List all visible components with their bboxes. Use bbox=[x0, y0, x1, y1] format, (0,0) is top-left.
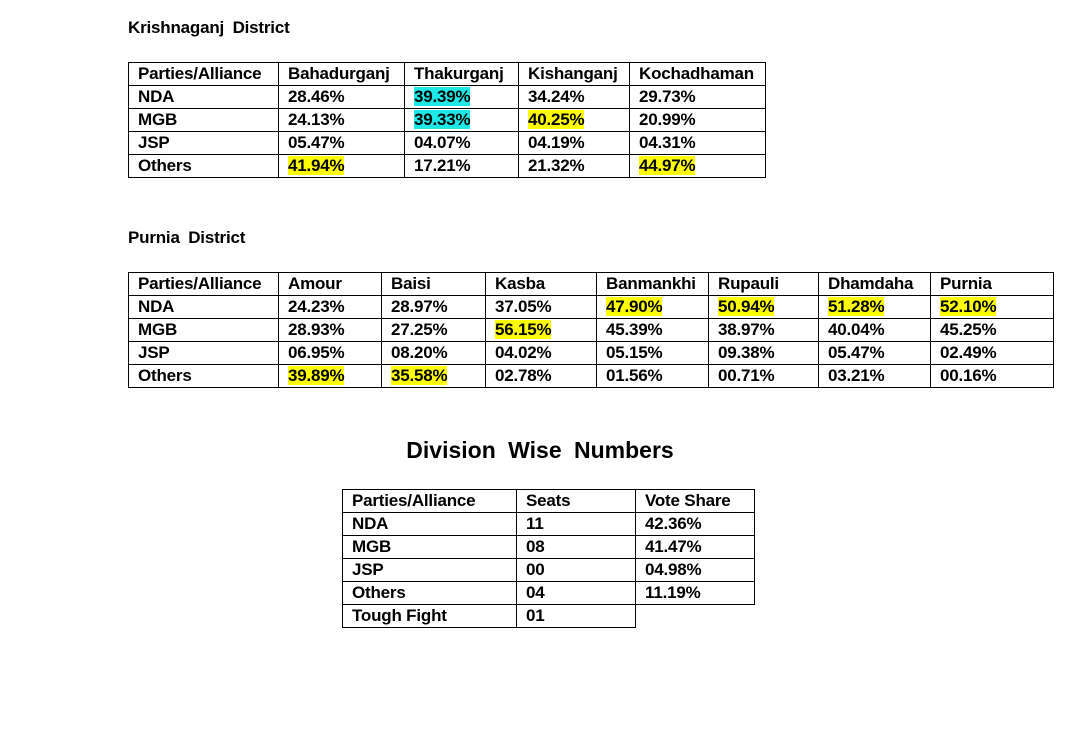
header-cell: Parties/Alliance bbox=[343, 490, 517, 513]
table-row bbox=[129, 319, 1054, 342]
value-cell: 20.99% bbox=[630, 109, 766, 132]
header-cell: Kochadhaman bbox=[630, 63, 766, 86]
highlighted-value: 39.33% bbox=[414, 110, 471, 129]
vote-share-cell: 42.36% bbox=[636, 513, 755, 536]
header-cell: Amour bbox=[279, 273, 382, 296]
highlighted-value: 52.10% bbox=[940, 297, 997, 316]
table-row bbox=[129, 296, 1054, 319]
value-cell: 40.04% bbox=[819, 319, 931, 342]
value-cell: 01.56% bbox=[597, 365, 709, 388]
table-header-row bbox=[129, 63, 766, 86]
value-cell: 34.24% bbox=[519, 86, 630, 109]
value-cell bbox=[486, 319, 597, 342]
value-cell: 24.23% bbox=[279, 296, 382, 319]
highlighted-value: 39.39% bbox=[414, 87, 471, 106]
table-row bbox=[129, 155, 766, 178]
party-cell: NDA bbox=[129, 296, 279, 319]
vote-share-cell: 11.19% bbox=[636, 582, 755, 605]
party-cell: NDA bbox=[343, 513, 517, 536]
value-cell: 45.25% bbox=[931, 319, 1054, 342]
value-cell: 06.95% bbox=[279, 342, 382, 365]
highlighted-value: 39.89% bbox=[288, 366, 345, 385]
purnia-district-title: Purnia District bbox=[128, 228, 246, 247]
party-cell: Tough Fight bbox=[343, 605, 517, 628]
value-cell bbox=[405, 86, 519, 109]
highlighted-value: 41.94% bbox=[288, 156, 345, 175]
header-cell: Bahadurganj bbox=[279, 63, 405, 86]
party-cell: JSP bbox=[129, 342, 279, 365]
empty-cell bbox=[636, 605, 755, 628]
purnia-results-table bbox=[128, 272, 1054, 388]
header-cell: Seats bbox=[517, 490, 636, 513]
vote-share-cell: 04.98% bbox=[636, 559, 755, 582]
value-cell: 21.32% bbox=[519, 155, 630, 178]
header-cell: Purnia bbox=[931, 273, 1054, 296]
highlighted-value: 40.25% bbox=[528, 110, 585, 129]
highlighted-value: 44.97% bbox=[639, 156, 696, 175]
highlighted-value: 50.94% bbox=[718, 297, 775, 316]
header-cell: Baisi bbox=[382, 273, 486, 296]
header-cell: Parties/Alliance bbox=[129, 273, 279, 296]
header-cell: Kasba bbox=[486, 273, 597, 296]
header-cell: Thakurganj bbox=[405, 63, 519, 86]
party-cell: MGB bbox=[129, 109, 279, 132]
krishnaganj-results-table bbox=[128, 62, 766, 178]
seats-cell: 04 bbox=[517, 582, 636, 605]
division-summary-table bbox=[342, 489, 755, 628]
value-cell: 00.16% bbox=[931, 365, 1054, 388]
value-cell bbox=[630, 155, 766, 178]
highlighted-value: 51.28% bbox=[828, 297, 885, 316]
value-cell bbox=[931, 296, 1054, 319]
value-cell: 37.05% bbox=[486, 296, 597, 319]
header-cell: Banmankhi bbox=[597, 273, 709, 296]
table-row bbox=[129, 365, 1054, 388]
value-cell bbox=[279, 155, 405, 178]
value-cell: 24.13% bbox=[279, 109, 405, 132]
header-cell: Rupauli bbox=[709, 273, 819, 296]
highlighted-value: 47.90% bbox=[606, 297, 663, 316]
table-row bbox=[343, 582, 755, 605]
table-row bbox=[129, 109, 766, 132]
party-cell: NDA bbox=[129, 86, 279, 109]
table-row bbox=[343, 559, 755, 582]
table-row bbox=[343, 605, 755, 628]
highlighted-value: 35.58% bbox=[391, 366, 448, 385]
party-cell: Others bbox=[129, 365, 279, 388]
value-cell: 17.21% bbox=[405, 155, 519, 178]
value-cell bbox=[519, 109, 630, 132]
table-row bbox=[129, 86, 766, 109]
value-cell: 05.15% bbox=[597, 342, 709, 365]
party-cell: JSP bbox=[129, 132, 279, 155]
value-cell: 28.93% bbox=[279, 319, 382, 342]
value-cell: 00.71% bbox=[709, 365, 819, 388]
header-cell: Kishanganj bbox=[519, 63, 630, 86]
value-cell: 05.47% bbox=[279, 132, 405, 155]
seats-cell: 01 bbox=[517, 605, 636, 628]
party-cell: Others bbox=[343, 582, 517, 605]
value-cell bbox=[279, 365, 382, 388]
value-cell: 45.39% bbox=[597, 319, 709, 342]
value-cell: 02.49% bbox=[931, 342, 1054, 365]
value-cell bbox=[709, 296, 819, 319]
value-cell: 28.97% bbox=[382, 296, 486, 319]
value-cell: 03.21% bbox=[819, 365, 931, 388]
value-cell: 27.25% bbox=[382, 319, 486, 342]
table-header-row bbox=[129, 273, 1054, 296]
value-cell: 38.97% bbox=[709, 319, 819, 342]
value-cell: 04.31% bbox=[630, 132, 766, 155]
value-cell bbox=[597, 296, 709, 319]
value-cell bbox=[405, 109, 519, 132]
seats-cell: 00 bbox=[517, 559, 636, 582]
party-cell: JSP bbox=[343, 559, 517, 582]
value-cell: 04.19% bbox=[519, 132, 630, 155]
value-cell bbox=[382, 365, 486, 388]
value-cell: 08.20% bbox=[382, 342, 486, 365]
division-wise-title: Division Wise Numbers bbox=[406, 437, 674, 463]
value-cell: 28.46% bbox=[279, 86, 405, 109]
party-cell: Others bbox=[129, 155, 279, 178]
value-cell: 04.07% bbox=[405, 132, 519, 155]
header-cell: Dhamdaha bbox=[819, 273, 931, 296]
header-cell: Parties/Alliance bbox=[129, 63, 279, 86]
table-row bbox=[129, 342, 1054, 365]
value-cell: 05.47% bbox=[819, 342, 931, 365]
value-cell: 29.73% bbox=[630, 86, 766, 109]
value-cell: 09.38% bbox=[709, 342, 819, 365]
party-cell: MGB bbox=[129, 319, 279, 342]
highlighted-value: 56.15% bbox=[495, 320, 552, 339]
table-row bbox=[129, 132, 766, 155]
seats-cell: 11 bbox=[517, 513, 636, 536]
table-row bbox=[343, 513, 755, 536]
table-row bbox=[343, 536, 755, 559]
party-cell: MGB bbox=[343, 536, 517, 559]
header-cell: Vote Share bbox=[636, 490, 755, 513]
vote-share-cell: 41.47% bbox=[636, 536, 755, 559]
table-header-row bbox=[343, 490, 755, 513]
krishnaganj-district-title: Krishnaganj District bbox=[128, 18, 290, 37]
value-cell: 02.78% bbox=[486, 365, 597, 388]
seats-cell: 08 bbox=[517, 536, 636, 559]
value-cell: 04.02% bbox=[486, 342, 597, 365]
value-cell bbox=[819, 296, 931, 319]
